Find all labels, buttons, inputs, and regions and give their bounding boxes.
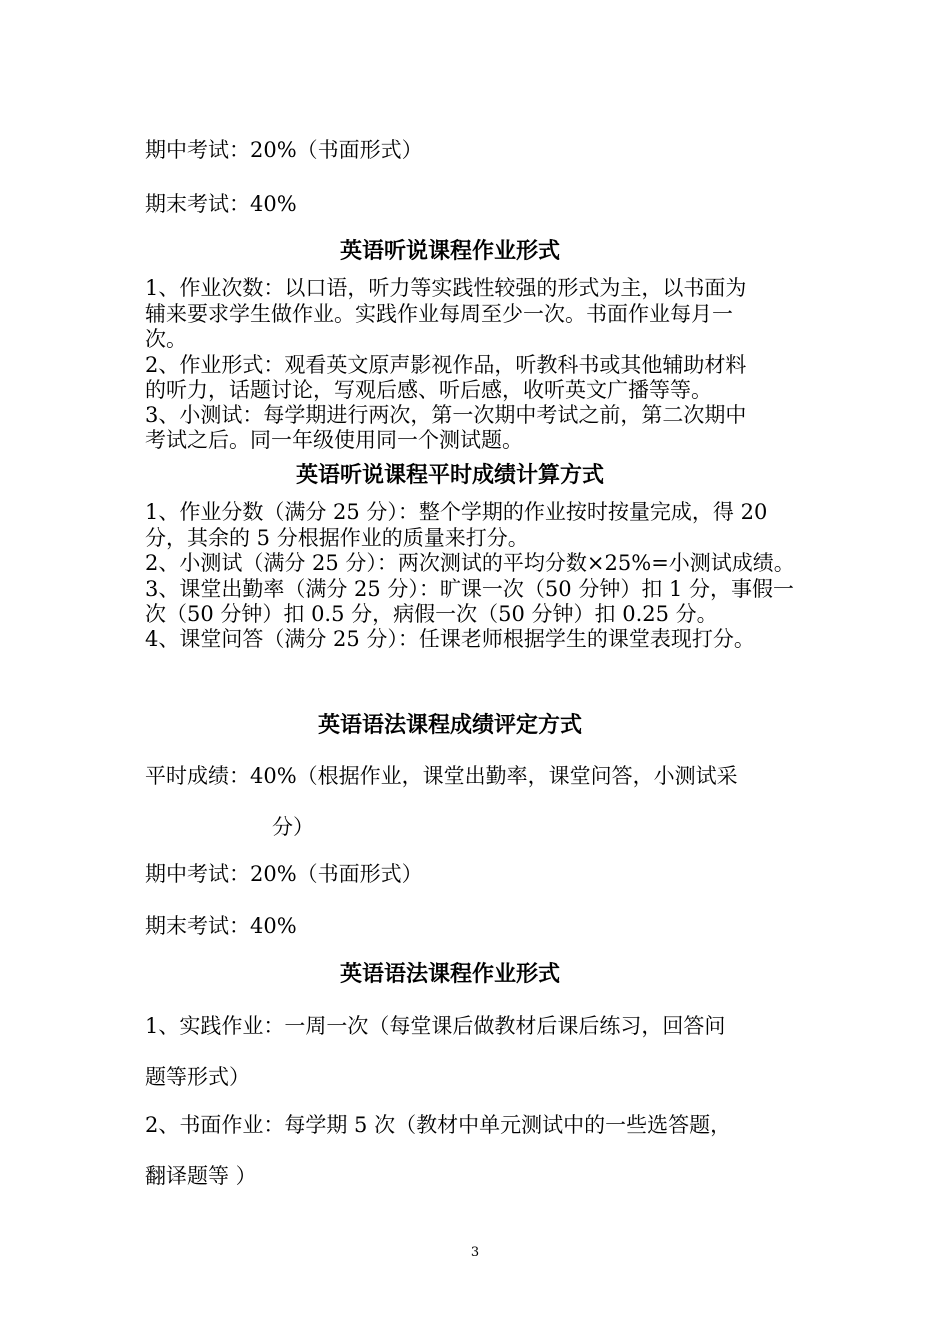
paragraph-line: 次（50 分钟）扣 0.5 分，病假一次（50 分钟）扣 0.25 分。 [145,602,718,626]
paragraph-line: 1、作业次数：以口语，听力等实践性较强的形式为主，以书面为 [145,276,747,300]
paragraph-line: 考试之后。同一年级使用同一个测试题。 [145,428,523,452]
paragraph-line: 辅来要求学生做作业。实践作业每周至少一次。书面作业每月一 [145,302,733,326]
paragraph-line: 3、小测试：每学期进行两次，第一次期中考试之前，第二次期中 [145,403,747,427]
section-title-listening-grading: 英语听说课程平时成绩计算方式 [295,462,604,488]
final-line: 期末考试：40% [145,914,297,938]
page-number: 3 [470,1245,480,1260]
paragraph-line: 题等形式） [145,1065,250,1089]
section-title-grammar-homework: 英语语法课程作业形式 [339,961,560,987]
paragraph-line: 2、作业形式：观看英文原声影视作品，听教科书或其他辅助材料 [145,353,747,377]
paragraph-line: 3、课堂出勤率（满分 25 分）：旷课一次（50 分钟）扣 1 分，事假一 [145,577,795,601]
regular-score-line: 平时成绩：40%（根据作业，课堂出勤率，课堂问答，小测试采 [145,764,738,788]
section-title-listening-homework: 英语听说课程作业形式 [339,238,560,264]
paragraph-line: 2、小测试（满分 25 分）：两次测试的平均分数×25%=小测试成绩。 [145,551,795,575]
midterm-line: 期中考试：20%（书面形式） [145,862,423,886]
paragraph-line: 分，其余的 5 分根据作业的质量来打分。 [145,526,529,550]
midterm-line: 期中考试：20%（书面形式） [145,138,423,162]
paragraph-line: 1、作业分数（满分 25 分）：整个学期的作业按时按量完成，得 20 [145,500,768,524]
paragraph-line: 4、课堂问答（满分 25 分）：任课老师根据学生的课堂表现打分。 [145,627,755,651]
paragraph-line: 翻译题等 ） [145,1164,257,1188]
paragraph-line: 的听力，话题讨论，写观后感、听后感，收听英文广播等等。 [145,378,712,402]
regular-score-line-cont: 分） [272,815,314,839]
final-line: 期末考试：40% [145,192,297,216]
paragraph-line: 1、实践作业：一周一次（每堂课后做教材后课后练习，回答问 [145,1014,726,1038]
paragraph-line: 次。 [145,327,187,351]
paragraph-line: 2、书面作业：每学期 5 次（教材中单元测试中的一些选答题， [145,1113,732,1137]
section-title-grammar-assessment: 英语语法课程成绩评定方式 [317,712,582,738]
